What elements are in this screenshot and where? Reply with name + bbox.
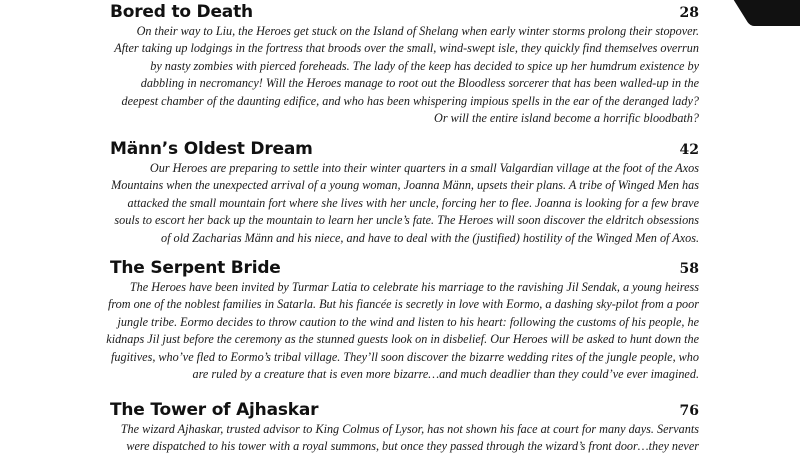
- toc-entry: [110, 139, 699, 247]
- toc-entry: [106, 258, 699, 383]
- entry-header: [110, 258, 699, 278]
- entry-description: Our Heroes are preparing to settle into their winter quarters in a small Valgardian village at the foot of the Axos Mountains when the unexpected arrival of a young woman, Joanna Männ, upsets their plans. A tribe of Winged Men has attacked the small mountain fort where she lives with her uncle, forcing her to flee. Joanna is looking for a few brave souls to escort her back up the mountain to learn her uncle’s fate. The Heroes will soon discover the eldritch obsessions of old Zacharias Männ and his niece, and have to deal with the (justified) hostility of the Winged Men of Axos.: [111, 161, 699, 245]
- entry-header: [110, 400, 699, 420]
- toc-entry: [110, 400, 699, 456]
- entry-page-number: 28: [679, 5, 699, 21]
- entry-title: The Tower of Ajhaskar: [110, 400, 319, 420]
- entry-page-number: 76: [679, 403, 699, 419]
- entry-description: The wizard Ajhaskar, trusted advisor to King Colmus of Lysor, has not shown his face at court for many days. Servants were dispatched to his tower with a royal summons, but once they passed through the wizard’s front door…they never: [120, 422, 699, 454]
- corner-page-tab: [730, 0, 800, 26]
- entry-page-number: 58: [679, 261, 699, 277]
- entry-header: [110, 139, 699, 159]
- toc-entry: [110, 2, 699, 127]
- entry-header: [110, 2, 699, 22]
- entry-description: The Heroes have been invited by Turmar Latia to celebrate his marriage to the ravishing Jil Sendak, a young heiress from one of the noblest families in Satarla. But his fiancée is secretly in love with Eormo, a dashing sky-pilot from a poor jungle tribe. Eormo decides to throw caution to the wind and listen to his heart: following the customs of his people, he kidnaps Jil just before the ceremony as the stunned guests look on in disbelief. Our Heroes will be asked to hunt down the fugitives, who’ve fled to Eormo’s tribal village. They’ll soon discover the bizarre wedding rites of the jungle people, who are ruled by a creature that is even more bizarre…and much deadlier than they could’ve ever imagined.: [106, 280, 699, 382]
- entry-page-number: 42: [679, 142, 699, 158]
- entry-title: The Serpent Bride: [110, 258, 281, 278]
- entry-title: Bored to Death: [110, 2, 253, 22]
- entry-title: Männ’s Oldest Dream: [110, 139, 313, 159]
- entry-description: On their way to Liu, the Heroes get stuck on the Island of Shelang when early winter storms prolong their stopover. After taking up lodgings in the fortress that broods over the small, wind-swept isle, they quickly find themselves overrun by nasty zombies with pierced foreheads. The lady of the keep has decided to spice up her humdrum existence by dabbling in necromancy! Will the Heroes manage to root out the Bloodless sorcerer that has been walled-up in the deepest chamber of the daunting edifice, and who has been whispering impious spells in the ear of the deranged lady? Or will the entire island become a horrific bloodbath?: [114, 24, 699, 126]
